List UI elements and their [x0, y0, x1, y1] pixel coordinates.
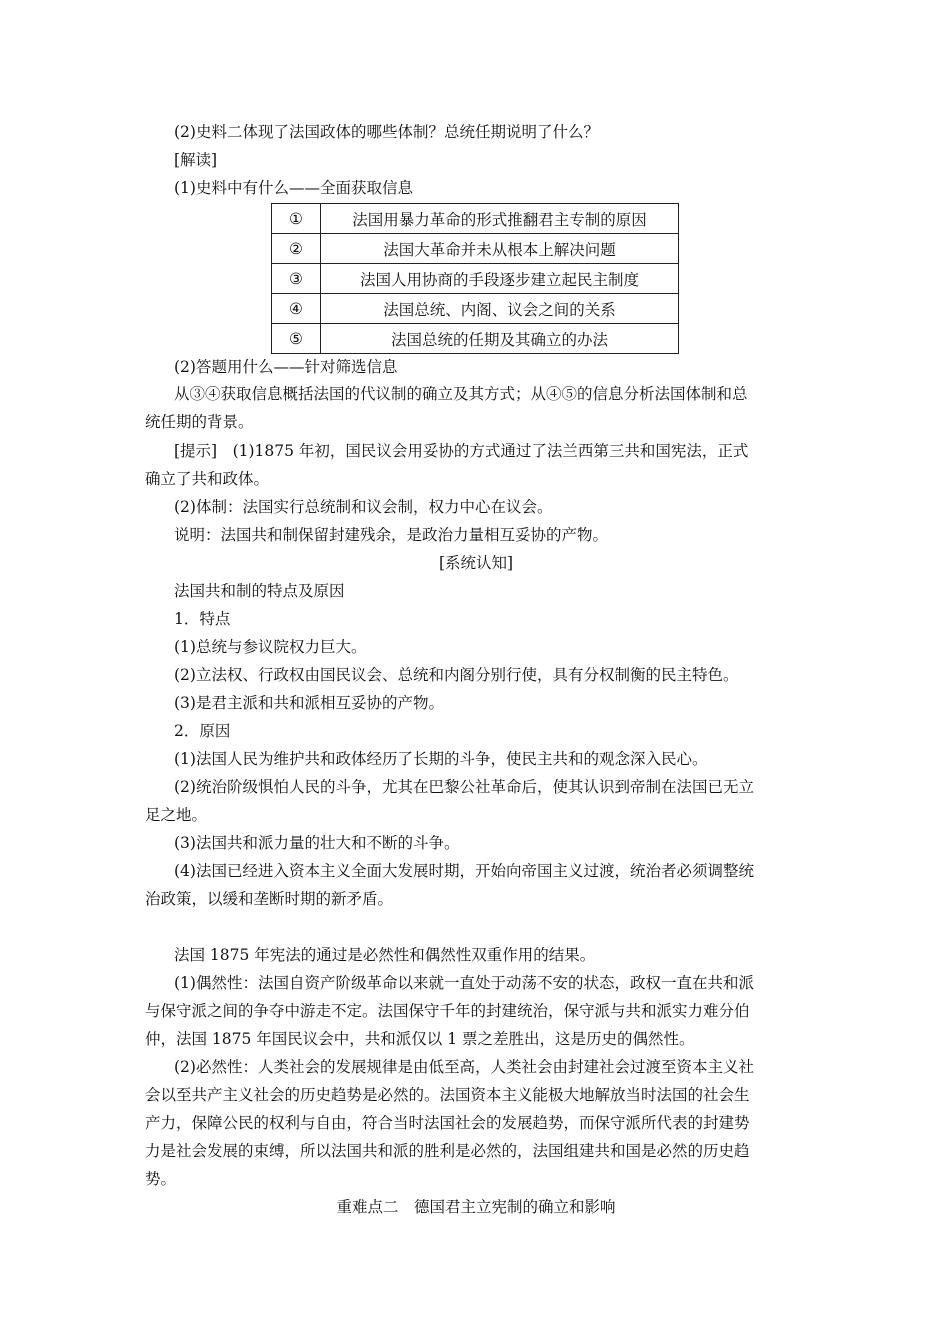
extension-title: 法国 1875 年宪法的通过是必然性和偶然性双重作用的结果。 — [174, 946, 596, 964]
row-text: 法国人用协商的手段逐步建立起民主制度 — [321, 264, 679, 294]
hint-paragraph: 确立了共和政体。 — [145, 470, 270, 488]
list-item: 治政策，以缓和垄断时期的新矛盾。 — [145, 890, 394, 908]
system-heading: [系统认知] — [438, 554, 514, 572]
question-2: (2)史料二体现了法国政体的哪些体制？总统任期说明了什么？ — [174, 123, 599, 141]
row-text: 法国大革命并未从根本上解决问题 — [321, 234, 679, 264]
list-item: 2．原因 — [174, 722, 231, 740]
row-number: ④ — [272, 294, 321, 324]
section-heading: 重难点二 德国君主立宪制的确立和影响 — [336, 1198, 616, 1216]
row-text: 法国总统的任期及其确立的办法 — [321, 324, 679, 354]
jiedu-label: [解读] — [174, 151, 218, 169]
list-item: 足之地。 — [145, 806, 208, 824]
extension-paragraph: 力是社会发展的束缚，所以法国共和派的胜利是必然的，法国组建共和国是必然的历史趋 — [145, 1142, 750, 1160]
list-item: (4)法国已经进入资本主义全面大发展时期，开始向帝国主义过渡，统治者必须调整统 — [174, 862, 754, 880]
extension-paragraph: 势。 — [145, 1170, 177, 1188]
system-title: 法国共和制的特点及原因 — [174, 582, 345, 600]
row-text: 法国总统、内阁、议会之间的关系 — [321, 294, 679, 324]
extension-paragraph: 产力，保障公民的权利与自由，符合当时法国社会的发展趋势，而保守派所代表的封建势 — [145, 1114, 750, 1132]
list-item: (1)总统与参议院权力巨大。 — [174, 638, 367, 656]
row-number: ① — [272, 204, 321, 234]
step-2-body: 统任期的背景。 — [145, 413, 254, 431]
list-item: (3)是君主派和共和派相互妥协的产物。 — [174, 694, 444, 712]
row-number: ⑤ — [272, 324, 321, 354]
step-2-heading: (2)答题用什么——针对筛选信息 — [174, 358, 398, 376]
step-1-heading: (1)史料中有什么——全面获取信息 — [174, 179, 413, 197]
extension-paragraph: 与保守派之间的争夺中游走不定。法国保守千年的封建统治，保守派与共和派实力难分伯 — [145, 1002, 750, 1020]
hint-paragraph: [提示] (1)1875 年初，国民议会用妥协的方式通过了法兰西第三共和国宪法，正式 — [174, 442, 749, 460]
info-table — [271, 203, 679, 354]
extension-paragraph: 会以至共产主义社会的历史趋势是必然的。法国资本主义能极大地解放当时法国的社会生 — [145, 1086, 750, 1104]
table-row — [272, 324, 679, 354]
step-2-body: 从③④获取信息概括法国的代议制的确立及其方式；从④⑤的信息分析法国体制和总 — [174, 385, 748, 403]
list-item: 1．特点 — [174, 610, 231, 628]
list-item: (1)法国人民为维护共和政体经历了长期的斗争，使民主共和的观念深入民心。 — [174, 750, 708, 768]
list-item: (2)统治阶级惧怕人民的斗争，尤其在巴黎公社革命后，使其认识到帝制在法国已无立 — [174, 778, 754, 796]
table-row — [272, 294, 679, 324]
extension-paragraph: 仲，法国 1875 年国民议会中，共和派仅以 1 票之差胜出，这是历史的偶然性。 — [145, 1030, 695, 1048]
table-row — [272, 264, 679, 294]
list-item: (3)法国共和派力量的壮大和不断的斗争。 — [174, 834, 460, 852]
hint-paragraph: 说明：法国共和制保留封建残余，是政治力量相互妥协的产物。 — [174, 526, 609, 544]
hint-paragraph: (2)体制：法国实行总统制和议会制，权力中心在议会。 — [174, 498, 553, 516]
list-item: (2)立法权、行政权由国民议会、总统和内阁分别行使，具有分权制衡的民主特色。 — [174, 666, 739, 684]
table-row — [272, 234, 679, 264]
row-text: 法国用暴力革命的形式推翻君主专制的原因 — [321, 204, 679, 234]
row-number: ② — [272, 234, 321, 264]
extension-paragraph: (2)必然性：人类社会的发展规律是由低至高，人类社会由封建社会过渡至资本主义社 — [174, 1058, 754, 1076]
table-row — [272, 204, 679, 234]
extension-paragraph: (1)偶然性：法国自资产阶级革命以来就一直处于动荡不安的状态，政权一直在共和派 — [174, 974, 754, 992]
row-number: ③ — [272, 264, 321, 294]
